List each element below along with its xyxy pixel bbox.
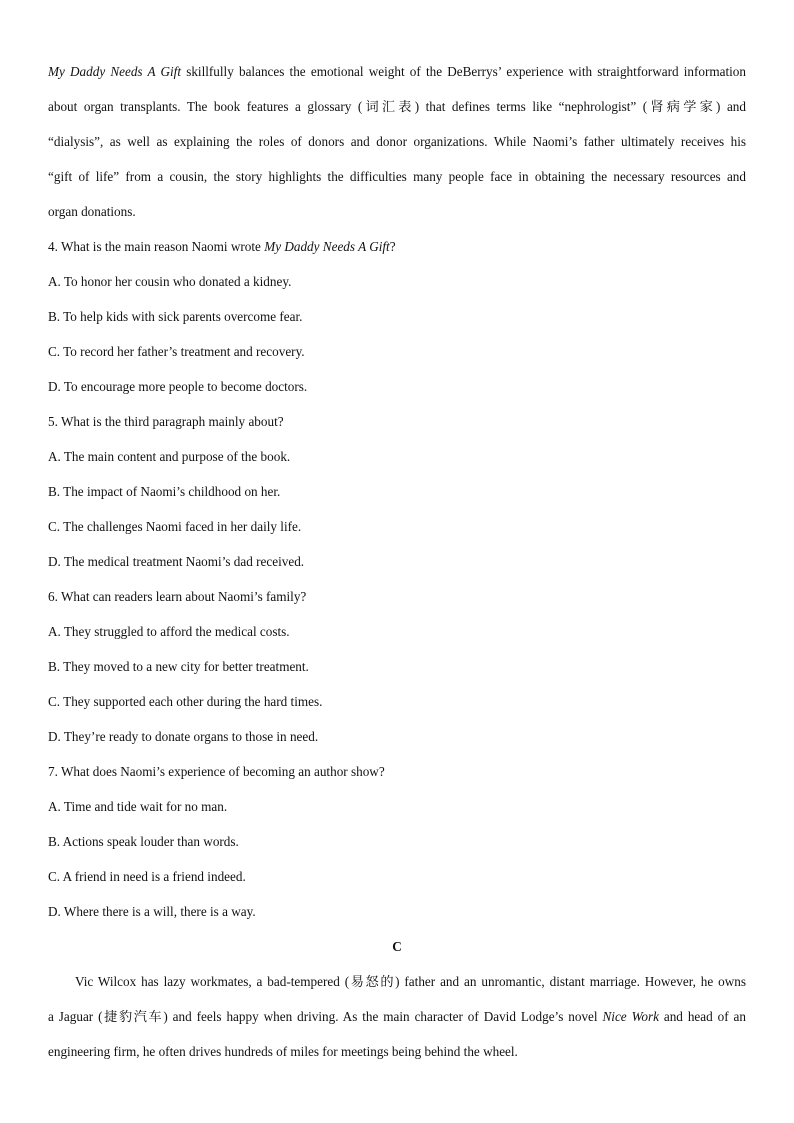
- question-stem: 7. What does Naomi’s experience of becoming an author show?: [48, 764, 385, 779]
- paragraph-line: engineering firm, he often drives hundreds of miles for meetings being behind the wheel.: [48, 1044, 518, 1059]
- answer-option: D. To encourage more people to become doctors.: [48, 379, 308, 394]
- answer-option: C. The challenges Naomi faced in her daily life.: [48, 519, 302, 534]
- answer-option: A. They struggled to afford the medical costs.: [48, 624, 290, 639]
- section-heading: C: [392, 939, 402, 954]
- book-title: My Daddy Needs A Gift: [48, 64, 182, 79]
- paragraph-line: Vic Wilcox has lazy workmates, a bad-tempered (易怒的) father and an unromantic, distant marriage. However, he owns: [75, 974, 746, 989]
- answer-option: C. A friend in need is a friend indeed.: [48, 869, 246, 884]
- book-title: My Daddy Needs A Gift: [264, 239, 390, 254]
- question-stem: 4. What is the main reason Naomi wrote My Daddy Needs A Gift?: [48, 239, 396, 254]
- answer-option: A. Time and tide wait for no man.: [48, 799, 228, 814]
- answer-option: B. Actions speak louder than words.: [48, 834, 239, 849]
- answer-option: B. The impact of Naomi’s childhood on her.: [48, 484, 281, 499]
- paragraph-line: organ donations.: [48, 204, 136, 219]
- paragraph-line: My Daddy Needs A Gift skillfully balances the emotional weight of the DeBerrys’ experience with straightforward information: [48, 64, 746, 79]
- question-stem: 5. What is the third paragraph mainly about?: [48, 414, 284, 429]
- paragraph-line: a Jaguar (捷豹汽车) and feels happy when driving. As the main character of David Lodge’s novel Nice Work and head of an: [48, 1009, 746, 1024]
- question-stem: 6. What can readers learn about Naomi’s family?: [48, 589, 307, 604]
- answer-option: C. To record her father’s treatment and recovery.: [48, 344, 305, 359]
- answer-option: A. The main content and purpose of the book.: [48, 449, 291, 464]
- answer-option: D. They’re ready to donate organs to those in need.: [48, 729, 319, 744]
- answer-option: B. To help kids with sick parents overcome fear.: [48, 309, 303, 324]
- answer-option: D. The medical treatment Naomi’s dad received.: [48, 554, 305, 569]
- paragraph-line: “dialysis”, as well as explaining the roles of donors and donor organizations. While Naomi’s father ultimately receives his: [48, 134, 746, 149]
- document-page: [48, 54, 746, 1069]
- novel-title: Nice Work: [602, 1009, 659, 1024]
- answer-option: A. To honor her cousin who donated a kidney.: [48, 274, 292, 289]
- paragraph-line: about organ transplants. The book features a glossary (词汇表) that defines terms like “nephrologist” (肾病学家) and: [48, 99, 746, 114]
- answer-option: C. They supported each other during the hard times.: [48, 694, 323, 709]
- answer-option: D. Where there is a will, there is a way.: [48, 904, 256, 919]
- paragraph-line: “gift of life” from a cousin, the story highlights the difficulties many people face in obtaining the necessary resources and: [48, 169, 746, 184]
- answer-option: B. They moved to a new city for better treatment.: [48, 659, 309, 674]
